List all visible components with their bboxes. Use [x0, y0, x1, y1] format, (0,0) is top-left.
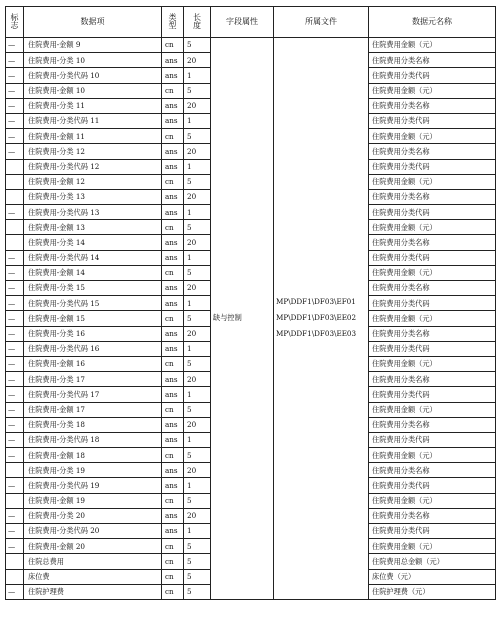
row-type: ans — [162, 326, 184, 341]
row-type: cn — [162, 569, 184, 584]
row-data-item: 住院费用-金额 18 — [24, 448, 162, 463]
row-type: ans — [162, 98, 184, 113]
row-element-name: 住院费用金额（元） — [369, 83, 496, 98]
row-length: 20 — [184, 508, 211, 523]
row-length: 5 — [184, 83, 211, 98]
header-length: 长 度 — [184, 7, 211, 38]
row-length: 5 — [184, 493, 211, 508]
row-type: ans — [162, 417, 184, 432]
row-flag: — — [6, 372, 24, 387]
row-data-item: 住院费用-分类代码 20 — [24, 524, 162, 539]
row-type: ans — [162, 463, 184, 478]
row-data-item: 住院费用-分类 19 — [24, 463, 162, 478]
row-length: 20 — [184, 189, 211, 204]
row-type: ans — [162, 372, 184, 387]
row-type: cn — [162, 220, 184, 235]
row-element-name: 住院费用金额（元） — [369, 448, 496, 463]
row-element-name: 住院费用分类代码 — [369, 524, 496, 539]
row-length: 1 — [184, 341, 211, 356]
row-length: 5 — [184, 265, 211, 280]
row-flag: — — [6, 326, 24, 341]
row-length: 20 — [184, 326, 211, 341]
row-element-name: 住院费用分类名称 — [369, 189, 496, 204]
row-data-item: 住院费用-金额 16 — [24, 356, 162, 371]
row-type: cn — [162, 539, 184, 554]
row-type: ans — [162, 144, 184, 159]
row-length: 1 — [184, 524, 211, 539]
row-data-item: 住院费用-分类 17 — [24, 372, 162, 387]
row-flag: — — [6, 98, 24, 113]
row-flag: — — [6, 417, 24, 432]
table-header-row — [6, 7, 496, 38]
row-flag: — — [6, 341, 24, 356]
row-element-name: 住院费用金额（元） — [369, 220, 496, 235]
row-length: 5 — [184, 220, 211, 235]
row-type: cn — [162, 448, 184, 463]
row-element-name: 住院费用金额（元） — [369, 356, 496, 371]
row-length: 20 — [184, 53, 211, 68]
row-flag: — — [6, 356, 24, 371]
row-length: 5 — [184, 554, 211, 569]
row-data-item: 住院费用-分类 11 — [24, 98, 162, 113]
row-type: ans — [162, 387, 184, 402]
row-element-name: 住院费用分类代码 — [369, 68, 496, 83]
row-flag: — — [6, 53, 24, 68]
row-element-name: 住院费用分类名称 — [369, 508, 496, 523]
row-length: 5 — [184, 174, 211, 189]
row-length: 5 — [184, 129, 211, 144]
row-element-name: 住院费用分类代码 — [369, 159, 496, 174]
file-path: MP\DDF1\DF03\EF01 — [276, 297, 356, 307]
row-length: 20 — [184, 463, 211, 478]
row-length: 1 — [184, 250, 211, 265]
row-data-item: 住院费用-分类代码 11 — [24, 113, 162, 128]
row-flag: — — [6, 38, 24, 53]
row-data-item: 住院费用-分类代码 19 — [24, 478, 162, 493]
row-length: 5 — [184, 539, 211, 554]
row-data-item: 住院费用-金额 13 — [24, 220, 162, 235]
row-data-item: 住院费用-分类代码 17 — [24, 387, 162, 402]
row-length: 20 — [184, 372, 211, 387]
header-element-name: 数据元名称 — [369, 7, 496, 38]
row-type: ans — [162, 341, 184, 356]
row-type: cn — [162, 83, 184, 98]
row-flag — [6, 463, 24, 478]
row-length: 20 — [184, 144, 211, 159]
row-flag — [6, 159, 24, 174]
row-length: 1 — [184, 205, 211, 220]
header-item: 数据项 — [24, 7, 162, 38]
row-element-name: 住院费用分类名称 — [369, 326, 496, 341]
row-flag: — — [6, 508, 24, 523]
row-type: ans — [162, 113, 184, 128]
row-type: cn — [162, 174, 184, 189]
row-flag: — — [6, 448, 24, 463]
row-flag: — — [6, 524, 24, 539]
row-type: ans — [162, 250, 184, 265]
row-data-item: 住院费用-金额 10 — [24, 83, 162, 98]
header-flag: 标 志 — [6, 7, 24, 38]
row-data-item: 住院费用-金额 12 — [24, 174, 162, 189]
row-type: ans — [162, 296, 184, 311]
row-length: 5 — [184, 356, 211, 371]
row-length: 20 — [184, 235, 211, 250]
row-flag — [6, 174, 24, 189]
row-element-name: 住院费用金额（元） — [369, 402, 496, 417]
row-element-name: 住院费用分类代码 — [369, 296, 496, 311]
row-element-name: 住院费用分类代码 — [369, 250, 496, 265]
row-type: ans — [162, 432, 184, 447]
row-data-item: 住院费用-分类代码 13 — [24, 205, 162, 220]
row-flag — [6, 189, 24, 204]
row-length: 1 — [184, 387, 211, 402]
row-type: cn — [162, 129, 184, 144]
row-type: ans — [162, 53, 184, 68]
row-element-name: 住院费用金额（元） — [369, 38, 496, 53]
row-element-name: 住院费用分类名称 — [369, 463, 496, 478]
row-type: ans — [162, 281, 184, 296]
row-flag: — — [6, 402, 24, 417]
row-flag: — — [6, 387, 24, 402]
row-data-item: 住院费用-金额 11 — [24, 129, 162, 144]
row-length: 1 — [184, 432, 211, 447]
row-flag: — — [6, 478, 24, 493]
row-length: 5 — [184, 584, 211, 599]
row-flag — [6, 235, 24, 250]
row-length: 1 — [184, 159, 211, 174]
header-type: 类 型 — [162, 7, 184, 38]
row-length: 1 — [184, 296, 211, 311]
row-length: 1 — [184, 478, 211, 493]
row-flag: — — [6, 265, 24, 280]
row-flag: — — [6, 311, 24, 326]
row-data-item: 住院费用-分类 10 — [24, 53, 162, 68]
row-data-item: 住院费用-分类 13 — [24, 189, 162, 204]
row-flag — [6, 220, 24, 235]
field-attribute-cell: 缺与控制 — [211, 38, 274, 600]
row-data-item: 住院费用-分类代码 12 — [24, 159, 162, 174]
row-element-name: 住院费用分类代码 — [369, 432, 496, 447]
row-element-name: 住院费用分类代码 — [369, 341, 496, 356]
row-type: ans — [162, 478, 184, 493]
row-data-item: 住院费用-分类 15 — [24, 281, 162, 296]
row-flag: — — [6, 205, 24, 220]
row-element-name: 住院费用金额（元） — [369, 129, 496, 144]
file-path: MP\DDF1\DF03\EE02 — [276, 313, 357, 323]
row-flag: — — [6, 281, 24, 296]
row-type: cn — [162, 554, 184, 569]
table-row — [6, 38, 496, 53]
row-data-item: 住院总费用 — [24, 554, 162, 569]
row-flag: — — [6, 584, 24, 599]
table-body — [6, 38, 496, 600]
row-element-name: 住院费用金额（元） — [369, 539, 496, 554]
row-type: ans — [162, 189, 184, 204]
row-element-name: 住院费用分类名称 — [369, 372, 496, 387]
row-data-item: 住院护理费 — [24, 584, 162, 599]
row-element-name: 住院费用分类代码 — [369, 113, 496, 128]
row-length: 20 — [184, 98, 211, 113]
row-element-name: 住院费用分类名称 — [369, 281, 496, 296]
row-element-name: 住院护理费（元） — [369, 584, 496, 599]
header-file: 所属文件 — [274, 7, 369, 38]
row-element-name: 住院费用金额（元） — [369, 311, 496, 326]
row-flag — [6, 554, 24, 569]
row-element-name: 床位费（元） — [369, 569, 496, 584]
row-data-item: 床位费 — [24, 569, 162, 584]
row-type: ans — [162, 524, 184, 539]
row-flag: — — [6, 83, 24, 98]
row-length: 1 — [184, 113, 211, 128]
header-field-attribute: 字段属性 — [211, 7, 274, 38]
row-data-item: 住院费用-分类 20 — [24, 508, 162, 523]
row-flag: — — [6, 250, 24, 265]
row-data-item: 住院费用-金额 17 — [24, 402, 162, 417]
row-length: 5 — [184, 448, 211, 463]
row-element-name: 住院费用分类代码 — [369, 387, 496, 402]
row-length: 20 — [184, 281, 211, 296]
file-path-cell — [274, 38, 369, 600]
row-element-name: 住院费用分类名称 — [369, 144, 496, 159]
row-element-name: 住院费用分类名称 — [369, 235, 496, 250]
row-flag: — — [6, 68, 24, 83]
row-element-name: 住院费用分类名称 — [369, 53, 496, 68]
row-type: cn — [162, 356, 184, 371]
row-data-item: 住院费用-金额 19 — [24, 493, 162, 508]
row-element-name: 住院费用分类名称 — [369, 417, 496, 432]
row-data-item: 住院费用-分类 16 — [24, 326, 162, 341]
row-data-item: 住院费用-分类代码 16 — [24, 341, 162, 356]
row-data-item: 住院费用-金额 14 — [24, 265, 162, 280]
row-element-name: 住院费用金额（元） — [369, 174, 496, 189]
row-length: 5 — [184, 569, 211, 584]
row-length: 20 — [184, 417, 211, 432]
row-data-item: 住院费用-分类代码 10 — [24, 68, 162, 83]
row-type: cn — [162, 493, 184, 508]
file-path: MP\DDF1\DF03\EE03 — [276, 329, 357, 339]
row-element-name: 住院费用金额（元） — [369, 493, 496, 508]
row-data-item: 住院费用-金额 20 — [24, 539, 162, 554]
row-type: ans — [162, 159, 184, 174]
row-element-name: 住院费用分类代码 — [369, 478, 496, 493]
row-flag — [6, 493, 24, 508]
row-data-item: 住院费用-分类代码 18 — [24, 432, 162, 447]
row-flag: — — [6, 113, 24, 128]
row-flag — [6, 569, 24, 584]
row-data-item: 住院费用-分类 12 — [24, 144, 162, 159]
row-data-item: 住院费用-分类 18 — [24, 417, 162, 432]
row-flag: — — [6, 432, 24, 447]
row-length: 5 — [184, 402, 211, 417]
row-data-item: 住院费用-分类代码 14 — [24, 250, 162, 265]
row-flag: — — [6, 129, 24, 144]
row-data-item: 住院费用-金额 9 — [24, 38, 162, 53]
row-element-name: 住院费用分类代码 — [369, 205, 496, 220]
row-length: 5 — [184, 38, 211, 53]
row-length: 5 — [184, 311, 211, 326]
row-type: ans — [162, 235, 184, 250]
row-type: ans — [162, 205, 184, 220]
row-type: cn — [162, 402, 184, 417]
row-type: cn — [162, 311, 184, 326]
row-data-item: 住院费用-分类 14 — [24, 235, 162, 250]
row-type: ans — [162, 508, 184, 523]
row-flag: — — [6, 144, 24, 159]
row-flag: — — [6, 296, 24, 311]
row-type: cn — [162, 265, 184, 280]
row-data-item: 住院费用-分类代码 15 — [24, 296, 162, 311]
row-flag: — — [6, 539, 24, 554]
row-length: 1 — [184, 68, 211, 83]
row-type: cn — [162, 584, 184, 599]
data-element-table — [5, 6, 496, 600]
row-type: ans — [162, 68, 184, 83]
row-element-name: 住院费用分类名称 — [369, 98, 496, 113]
row-data-item: 住院费用-金额 15 — [24, 311, 162, 326]
row-element-name: 住院费用金额（元） — [369, 265, 496, 280]
row-element-name: 住院费用总金额（元） — [369, 554, 496, 569]
row-type: cn — [162, 38, 184, 53]
